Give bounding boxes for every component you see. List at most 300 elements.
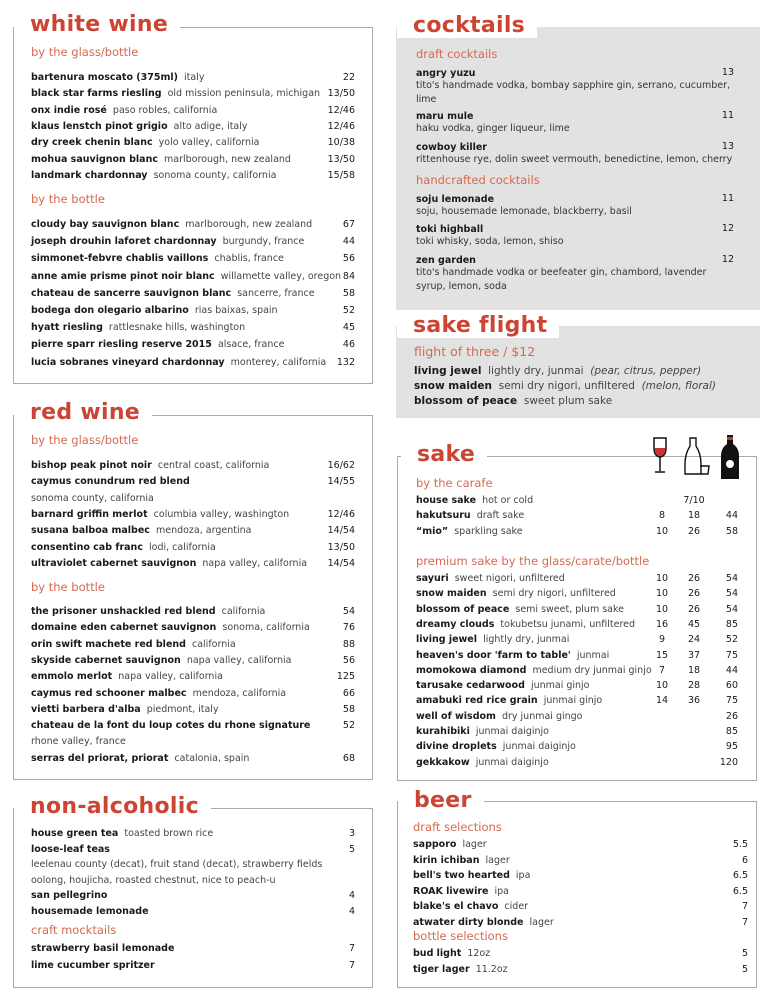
item-price: 45 [342,322,355,334]
carafe-price: 26 [687,525,701,537]
item-name: kirin ichiban [413,854,480,866]
item-description: monterey, california [230,356,327,368]
item-description: yolo valley, california [158,137,260,149]
wine-item [31,524,251,538]
item-description: alto adige, italy [173,120,248,132]
tasting-note: (melon, floral) [641,380,717,392]
handcrafted-cocktails-label: handcrafted cocktails [416,173,540,187]
item-price: 14/54 [327,525,355,537]
item-name: serras del priorat, priorat [31,752,169,764]
cocktail-description: rittenhouse rye, dolin sweet vermouth, benedictine, lemon, cherry [416,154,733,165]
item-description: junmai ginjo [543,695,603,707]
item-name: chateau de la font du loup cotes du rhone signature [31,720,311,732]
beer-item [413,963,508,977]
item-price: 4 [348,906,355,917]
cocktail-price: 12 [721,223,734,234]
wine-item [31,218,312,232]
item-name: well of wisdom [416,710,496,722]
item-price: 56 [342,253,355,265]
item-description: catalonia, spain [174,752,250,764]
sake-item [416,618,635,632]
sake-item [416,740,576,754]
wine-item [31,136,260,150]
bottle-price: 75 [725,649,738,661]
item-name: bud light [413,948,462,959]
item-description: rattlesnake hills, washington [108,322,246,334]
item-price: 84 [342,270,355,282]
wine-item [31,459,269,473]
item-description: hot or cold [482,495,534,506]
item-name: domaine eden cabernet sauvignon [31,622,217,634]
item-description: lager [529,917,554,928]
wine-item [31,687,286,701]
item-description: cider [504,901,529,913]
bottle-price: 58 [725,525,738,537]
item-price: 15/58 [327,169,355,181]
item-name: tiger lager [413,963,470,975]
item-price: 6 [741,854,748,866]
item-name: heaven's door 'farm to table' [416,649,571,661]
wine-item [31,71,204,85]
item-name: emmolo merlot [31,671,113,683]
bottle-price: 60 [725,680,738,692]
item-description: junmai daiginjo [475,756,549,768]
beer-item [413,916,554,930]
item-name: chateau de sancerre sauvignon blanc [31,287,232,299]
item-name: lime cucumber spritzer [31,959,155,971]
item-description: medium dry junmai ginjo [532,664,652,676]
item-description: napa valley, california [118,671,223,683]
item-name: atwater dirty blonde [413,917,524,928]
glass-price: 15 [655,649,669,661]
wine-item [31,104,217,118]
bottle-price: 44 [725,510,738,522]
item-description: rhone valley, france [31,736,126,748]
item-description: rias baixas, spain [194,305,278,316]
item-description: old mission peninsula, michigan [167,88,321,100]
cocktail-description: soju, housemade lemonade, blackberry, basil [416,206,632,217]
glass-price: 16 [655,618,669,630]
white-wine-title: white wine [14,13,180,37]
wine-item [31,752,249,766]
wine-item [31,87,320,101]
sake-flight-item [414,380,716,392]
bottle-price: 75 [725,695,738,707]
carafe-price: 26 [687,573,701,584]
cocktail-name: zen garden [416,255,476,266]
item-price: 7 [741,917,748,928]
sake-item [416,679,590,693]
item-description: marlborough, new zealand [185,219,313,230]
non-alcoholic-item [31,827,213,841]
sake-item [416,694,602,708]
item-name: blossom of peace [416,603,510,615]
wine-item [31,120,248,134]
draft-beer-label: draft selections [413,820,502,834]
item-name: barnard griffin merlot [31,508,148,520]
item-name: blossom of peace [414,395,518,407]
carafe-price: 36 [687,695,701,707]
item-price: 14/54 [327,557,355,569]
sake-title: sake [401,443,487,467]
item-name: the prisoner unshackled red blend [31,606,216,617]
beer-item [413,869,530,883]
item-description: willamette valley, oregon [220,270,342,282]
item-name: lucia sobranes vineyard chardonnay [31,356,225,368]
red-wine-title: red wine [14,401,152,425]
item-price: 44 [342,236,355,248]
item-price: 6.5 [732,870,748,882]
item-description: oolong, houjicha, roasted chestnut, nice to peach-u [31,874,276,886]
item-name: dreamy clouds [416,618,495,630]
item-name: sapporo [413,839,457,850]
item-price: 132 [336,356,355,368]
item-price: 58 [342,287,355,299]
item-description: lager [462,839,487,850]
item-description: lager [485,854,510,866]
wine-item [31,304,278,318]
item-name: joseph drouhin laforet chardonnay [31,236,217,248]
item-price: 12/46 [327,508,355,520]
carafe-price: 7/10 [683,495,705,506]
item-price: 46 [342,339,355,351]
item-name: caymus conundrum red blend [31,476,190,488]
item-price: 67 [342,219,355,230]
item-price: 52 [342,305,355,316]
item-price: 54 [342,606,355,617]
item-description: 11.2oz [475,963,508,975]
sake-flight-item [414,395,612,407]
sake-item [416,572,565,586]
beer-item [413,838,487,852]
item-price: 5 [348,843,355,855]
item-description: lightly dry, junmai [488,365,584,377]
bottle-price: 120 [719,756,738,768]
wine-item [31,169,276,183]
tasting-note: (pear, citrus, pepper) [590,365,702,377]
sake-item [416,525,523,539]
item-name: bodega don olegario albarino [31,305,189,316]
item-name: caymus red schooner malbec [31,687,187,699]
item-price: 13/50 [327,541,355,553]
item-description: draft sake [476,510,525,522]
wine-item [31,356,326,370]
item-description: ipa [494,885,510,897]
item-name: mohua sauvignon blanc [31,153,158,165]
item-price: 68 [342,752,355,764]
sake-item [416,710,583,724]
sake-flight-subtitle: flight of three / $12 [414,344,536,359]
item-name: loose-leaf teas [31,843,110,855]
item-price: 125 [336,671,355,683]
item-description: toasted brown rice [124,828,214,839]
bottle-price: 54 [725,573,738,584]
item-description: semi sweet, plum sake [515,603,624,615]
sake-flight-title: sake flight [397,314,559,338]
item-price: 76 [342,622,355,634]
item-description: mendoza, california [192,687,287,699]
cocktails-title: cocktails [397,14,537,38]
item-name: momokowa diamond [416,664,527,676]
premium-sake-label: premium sake by the glass/carate/bottle [416,554,650,568]
wine-item [31,670,223,684]
item-description: chablis, france [214,253,284,265]
item-name: living jewel [414,365,482,377]
item-price: 12/46 [327,104,355,116]
item-name: vietti barbera d'alba [31,703,141,715]
sake-item [416,494,533,508]
item-description: tokubetsu junami, unfiltered [500,618,636,630]
white-wine-bottle-label: by the bottle [31,192,105,206]
glass-price: 10 [655,680,669,692]
carafe-price: 26 [687,603,701,615]
item-price: 22 [342,72,355,83]
item-name: snow maiden [414,380,493,392]
wine-item [31,321,245,335]
wine-item [31,252,284,266]
item-name: consentino cab franc [31,541,143,553]
item-name: sayuri [416,573,449,584]
wine-item [31,235,304,249]
bottle-price: 85 [725,618,738,630]
sake-carafe-icon [684,436,710,478]
wine-item [31,153,291,167]
item-name: orin swift machete red blend [31,638,186,650]
item-description: junmai daiginjo [475,726,549,737]
item-name: cloudy bay sauvignon blanc [31,219,180,230]
item-price: 3 [348,828,355,839]
cocktail-price: 13 [721,141,734,152]
item-description: italy [184,72,205,83]
item-price: 5 [741,963,748,975]
sake-item [416,649,609,663]
glass-price: 10 [655,603,669,615]
item-name: “mio” [416,525,449,537]
item-price: 10/38 [327,137,355,149]
non-alcoholic-item [31,905,149,919]
carafe-price: 37 [687,649,701,661]
item-description: sweet plum sake [523,395,613,407]
item-name: amabuki red rice grain [416,695,538,707]
item-name: strawberry basil lemonade [31,943,175,954]
item-name: ultraviolet cabernet sauvignon [31,557,197,569]
non-alcoholic-item [31,874,276,888]
wine-item [31,719,310,733]
bottle-price: 54 [725,603,738,615]
cocktail-name: toki highball [416,224,484,235]
item-name: gekkakow [416,756,470,768]
item-name: blake's el chavo [413,901,499,913]
item-price: 5 [741,948,748,959]
bottle-beer-label: bottle selections [413,929,508,943]
non-alcoholic-item [31,889,107,903]
item-description: ipa [515,870,531,882]
sake-item [416,587,616,601]
wine-item [31,492,154,506]
item-name: house sake [416,495,477,506]
item-price: 6.5 [732,885,748,897]
non-alcoholic-item [31,843,110,857]
draft-cocktails-label: draft cocktails [416,47,498,61]
sake-item [416,725,549,739]
item-description: columbia valley, washington [153,508,290,520]
item-description: semi dry nigori, unfiltered [498,380,635,392]
item-name: black star farms riesling [31,88,162,100]
item-name: living jewel [416,634,478,646]
item-name: anne amie prisme pinot noir blanc [31,270,215,282]
cocktail-description: toki whisky, soda, lemon, shiso [416,236,564,247]
item-name: klaus lenstch pinot grigio [31,120,168,132]
beer-item [413,854,510,868]
wine-glass-icon [651,436,669,476]
item-price: 16/62 [327,460,355,471]
item-description: marlborough, new zealand [164,153,291,165]
item-price: 4 [348,890,355,902]
item-name: landmark chardonnay [31,169,148,181]
item-name: dry creek chenin blanc [31,137,153,149]
cocktail-description: tito's handmade vodka, bombay sapphire gin, serrano, cucumber, lime [416,80,731,105]
item-description: sparkling sake [454,525,523,537]
item-name: tarusake cedarwood [416,680,525,692]
cocktail-price: 12 [721,254,734,265]
cocktail-name: angry yuzu [416,68,476,79]
sake-flight-item [414,365,701,377]
sake-item [416,509,524,523]
item-description: california [221,606,266,617]
item-description: junmai daiginjo [502,741,576,753]
item-price: 7 [348,943,355,954]
item-name: susana balboa malbec [31,525,150,537]
glass-price: 14 [655,695,669,707]
item-price: 66 [342,687,355,699]
carafe-price: 18 [687,664,701,676]
non-alcoholic-item [31,858,322,872]
carafe-price: 45 [687,618,701,630]
item-price: 7 [348,959,355,971]
item-price: 5.5 [732,839,748,850]
bottle-price: 44 [725,664,738,676]
item-name: bell's two hearted [413,870,510,882]
item-description: piedmont, italy [146,703,219,715]
item-price: 88 [342,638,355,650]
item-description: sonoma county, california [153,169,277,181]
item-name: hakutsuru [416,510,471,522]
bottle-price: 54 [725,588,738,600]
item-name: kurahibiki [416,726,470,737]
red-wine-bottle-label: by the bottle [31,580,105,594]
item-name: hyatt riesling [31,322,103,334]
item-description: lightly dry, junmai [483,634,570,646]
item-name: housemade lemonade [31,906,149,917]
sake-item [416,633,569,647]
glass-price: 10 [655,573,669,584]
item-description: dry junmai gingo [501,710,583,722]
glass-price: 10 [655,525,669,537]
beer-item [413,947,490,961]
wine-item [31,338,284,352]
glass-price: 8 [658,510,666,522]
item-price: 56 [342,654,355,666]
carafe-price: 28 [687,680,701,692]
item-price: 14/55 [327,476,355,488]
wine-item [31,475,190,489]
item-price: 7 [741,901,748,913]
item-description: alsace, france [217,339,285,351]
item-price: 52 [342,720,355,732]
item-description: sweet nigori, unfiltered [454,573,565,584]
bottle-price: 95 [725,741,738,753]
item-description: napa valley, california [202,557,308,569]
beer-title: beer [398,789,484,813]
wine-item [31,557,307,571]
wine-item [31,735,126,749]
item-description: sonoma, california [222,622,310,634]
wine-item [31,605,265,619]
sake-bottle-icon [719,434,741,480]
wine-item [31,703,219,717]
bottle-price: 85 [725,726,738,737]
non-alcoholic-title: non-alcoholic [14,795,211,819]
glass-price: 9 [658,634,666,646]
item-description: junmai [576,649,610,661]
cocktail-name: cowboy killer [416,142,487,153]
sake-item [416,756,549,770]
item-name: skyside cabernet sauvignon [31,654,181,666]
item-price: 13/50 [327,88,355,100]
item-description: napa valley, california [186,654,292,666]
wine-item [31,508,289,522]
item-name: simmonet-febvre chablis vaillons [31,253,209,265]
carafe-price: 26 [687,588,701,600]
item-description: 12oz [467,948,491,959]
item-description: central coast, california [157,460,270,471]
sake-item [416,664,652,678]
item-name: ROAK livewire [413,885,489,897]
sake-item [416,603,624,617]
item-name: bishop peak pinot noir [31,460,152,471]
item-description: mendoza, argentina [155,525,252,537]
mocktails-label: craft mocktails [31,923,117,937]
item-description: burgundy, france [222,236,305,248]
beer-item [413,885,509,899]
glass-price: 7 [658,664,666,676]
glass-price: 10 [655,588,669,600]
item-price: 13/50 [327,153,355,165]
wine-item [31,638,236,652]
item-name: snow maiden [416,588,487,600]
item-name: onx indie rosé [31,104,107,116]
cocktail-price: 13 [721,67,734,78]
carafe-price: 18 [687,510,701,522]
wine-item [31,541,216,555]
red-wine-glass-label: by the glass/bottle [31,433,139,447]
cocktail-name: soju lemonade [416,194,495,205]
wine-item [31,621,310,635]
item-description: semi dry nigori, unfiltered [492,588,616,600]
item-description: junmai ginjo [530,680,590,692]
bottle-price: 26 [725,710,738,722]
item-description: sonoma county, california [31,492,154,504]
item-name: house green tea [31,828,119,839]
white-wine-glass-label: by the glass/bottle [31,45,139,59]
cocktail-price: 11 [721,110,734,121]
item-name: pierre sparr riesling reserve 2015 [31,339,212,351]
cocktail-description: haku vodka, ginger liqueur, lime [416,123,570,134]
item-name: divine droplets [416,741,497,753]
item-price: 12/46 [327,120,355,132]
mocktail-item [31,942,174,956]
item-name: bartenura moscato (375ml) [31,72,178,83]
